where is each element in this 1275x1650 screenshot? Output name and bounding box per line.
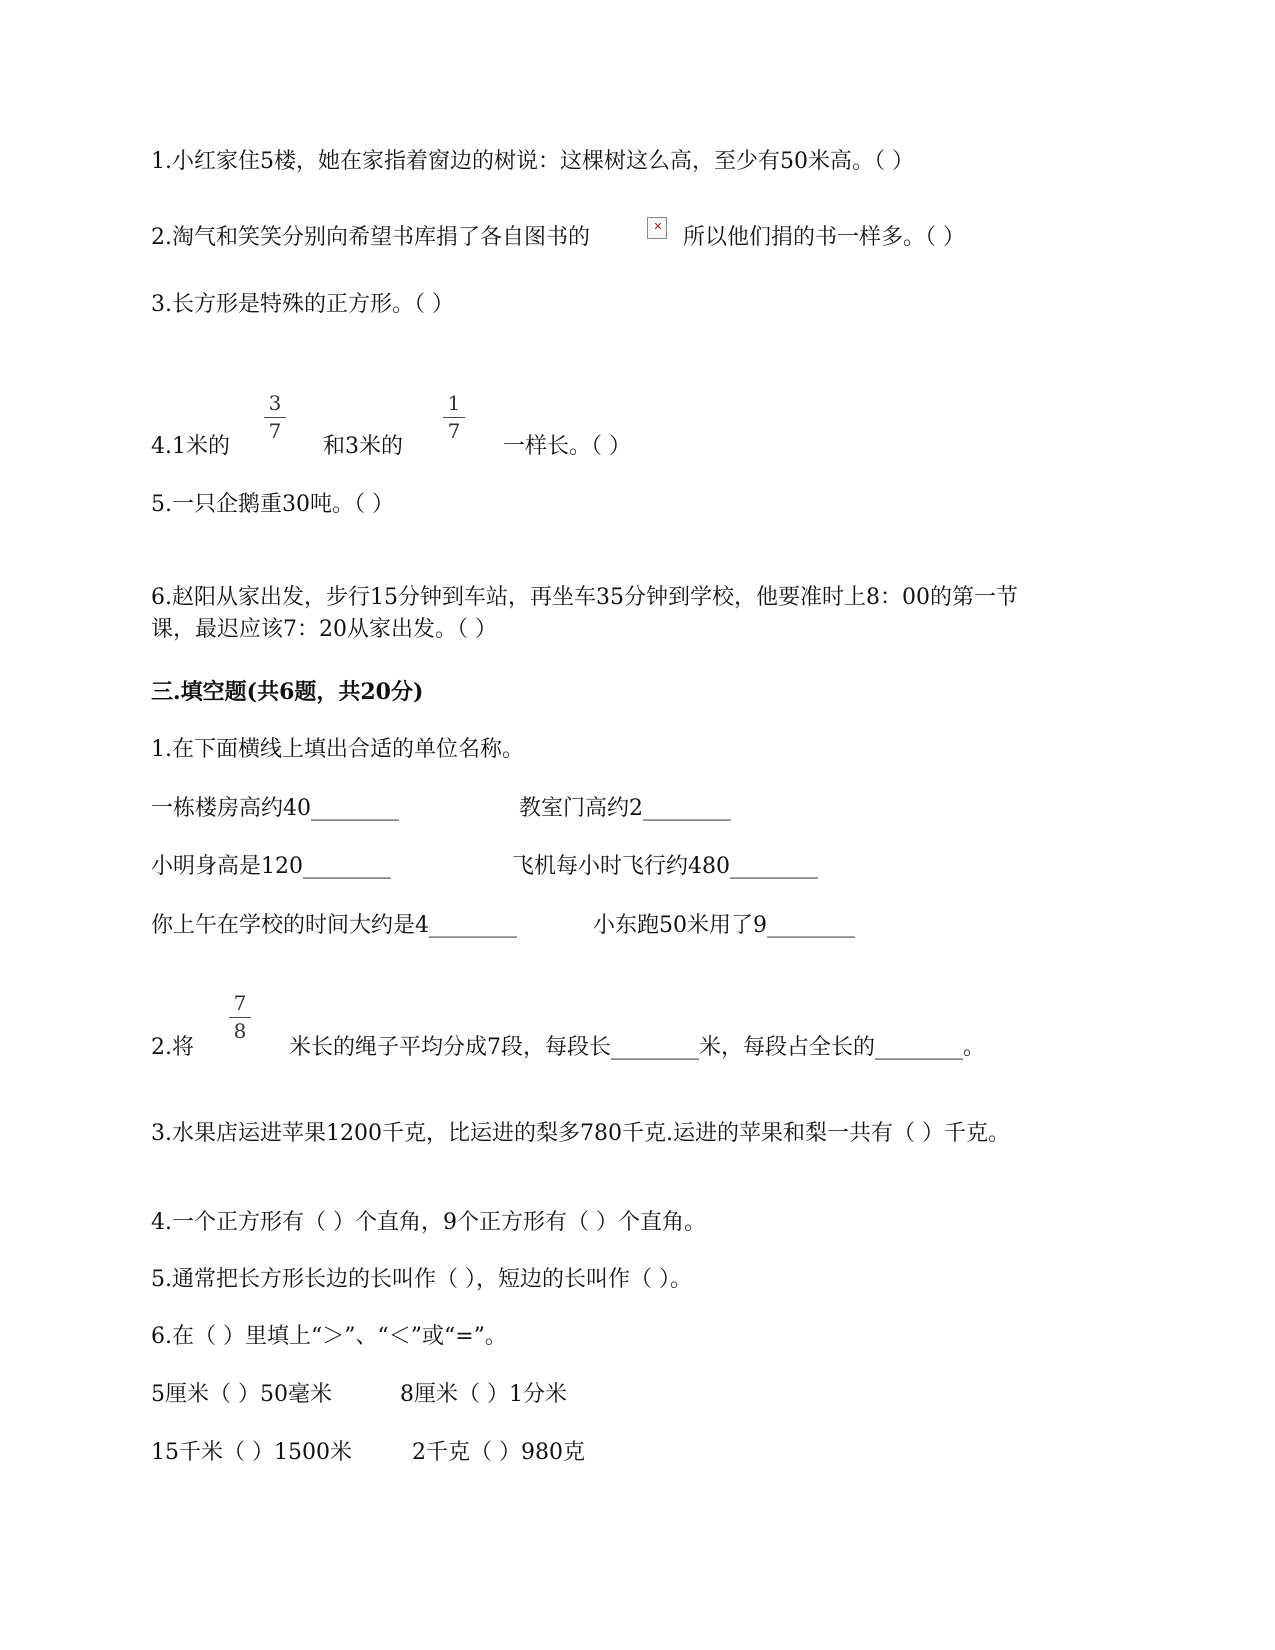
fill-q3: 3.水果店运进苹果1200千克，比运进的梨多780千克.运进的苹果和梨一共有（ ）千克。: [151, 1121, 1010, 1146]
fill-q1: 1.在下面横线上填出合适的单位名称。: [151, 737, 524, 762]
fraction-1-7: [443, 393, 465, 443]
fill-q6-row1-b: 8厘米（ ）1分米: [400, 1382, 567, 1407]
fraction-denominator: 7: [268, 419, 282, 443]
judge-q6-line1: 6.赵阳从家出发，步行15分钟到车站，再坐车35分钟到学校，他要准时上8：00的第一节: [151, 585, 1018, 610]
broken-image-icon: ✕: [647, 217, 667, 239]
fill-q6-row2-b: 2千克（ ）980克: [412, 1440, 585, 1465]
fill-q1-row1-a: 一栋楼房高约40________: [151, 796, 399, 821]
fill-q4: 4.一个正方形有（ ）个直角，9个正方形有（ ）个直角。: [151, 1210, 706, 1235]
fill-q6: 6.在（ ）里填上“＞”、“＜”或“=”。: [151, 1324, 507, 1349]
fill-q2-text-a: 2.将: [151, 1035, 194, 1060]
fill-q5: 5.通常把长方形长边的长叫作（ ），短边的长叫作（ ）。: [151, 1267, 692, 1292]
judge-q1: 1.小红家住5楼，她在家指着窗边的树说：这棵树这么高，至少有50米高。（ ）: [151, 149, 914, 174]
fraction-denominator: 7: [447, 419, 461, 443]
fill-q2-text-b: 米长的绳子平均分成7段，每段长________米，每段占全长的________。: [289, 1035, 985, 1060]
fill-q1-row2-a: 小明身高是120________: [151, 854, 391, 879]
fraction-bar: [229, 1017, 251, 1018]
fraction-3-7: [264, 393, 286, 443]
fraction-bar: [264, 417, 286, 418]
judge-q4-text-b: 和3米的: [323, 434, 403, 459]
fraction-7-8: [229, 993, 251, 1043]
judge-q3: 3.长方形是特殊的正方形。（ ）: [151, 292, 454, 317]
fraction-numerator: 1: [447, 391, 461, 415]
judge-q4-text-a: 4.1米的: [151, 434, 230, 459]
judge-q2-text-a: 2.淘气和笑笑分别向希望书库捐了各自图书的: [151, 225, 590, 250]
fill-q1-row3-a: 你上午在学校的时间大约是4________: [151, 913, 517, 938]
section-heading: 三.填空题(共6题，共20分): [151, 679, 424, 705]
fraction-numerator: 3: [268, 391, 282, 415]
fill-q1-row2-b: 飞机每小时飞行约480________: [512, 854, 818, 879]
fraction-denominator: 8: [233, 1019, 247, 1043]
fill-q6-row1-a: 5厘米（ ）50毫米: [151, 1382, 332, 1407]
judge-q2-text-b: 所以他们捐的书一样多。（ ）: [683, 225, 965, 250]
judge-q5: 5.一只企鹅重30吨。（ ）: [151, 492, 394, 517]
judge-q6-line2: 课，最迟应该7：20从家出发。（ ）: [151, 617, 497, 642]
fill-q6-row2-a: 15千米（ ）1500米: [151, 1440, 352, 1465]
fraction-bar: [443, 417, 465, 418]
fill-q1-row1-b: 教室门高约2________: [519, 796, 731, 821]
fill-q1-row3-b: 小东跑50米用了9________: [593, 913, 855, 938]
judge-q4-text-c: 一样长。（ ）: [503, 434, 631, 459]
fraction-numerator: 7: [233, 991, 247, 1015]
